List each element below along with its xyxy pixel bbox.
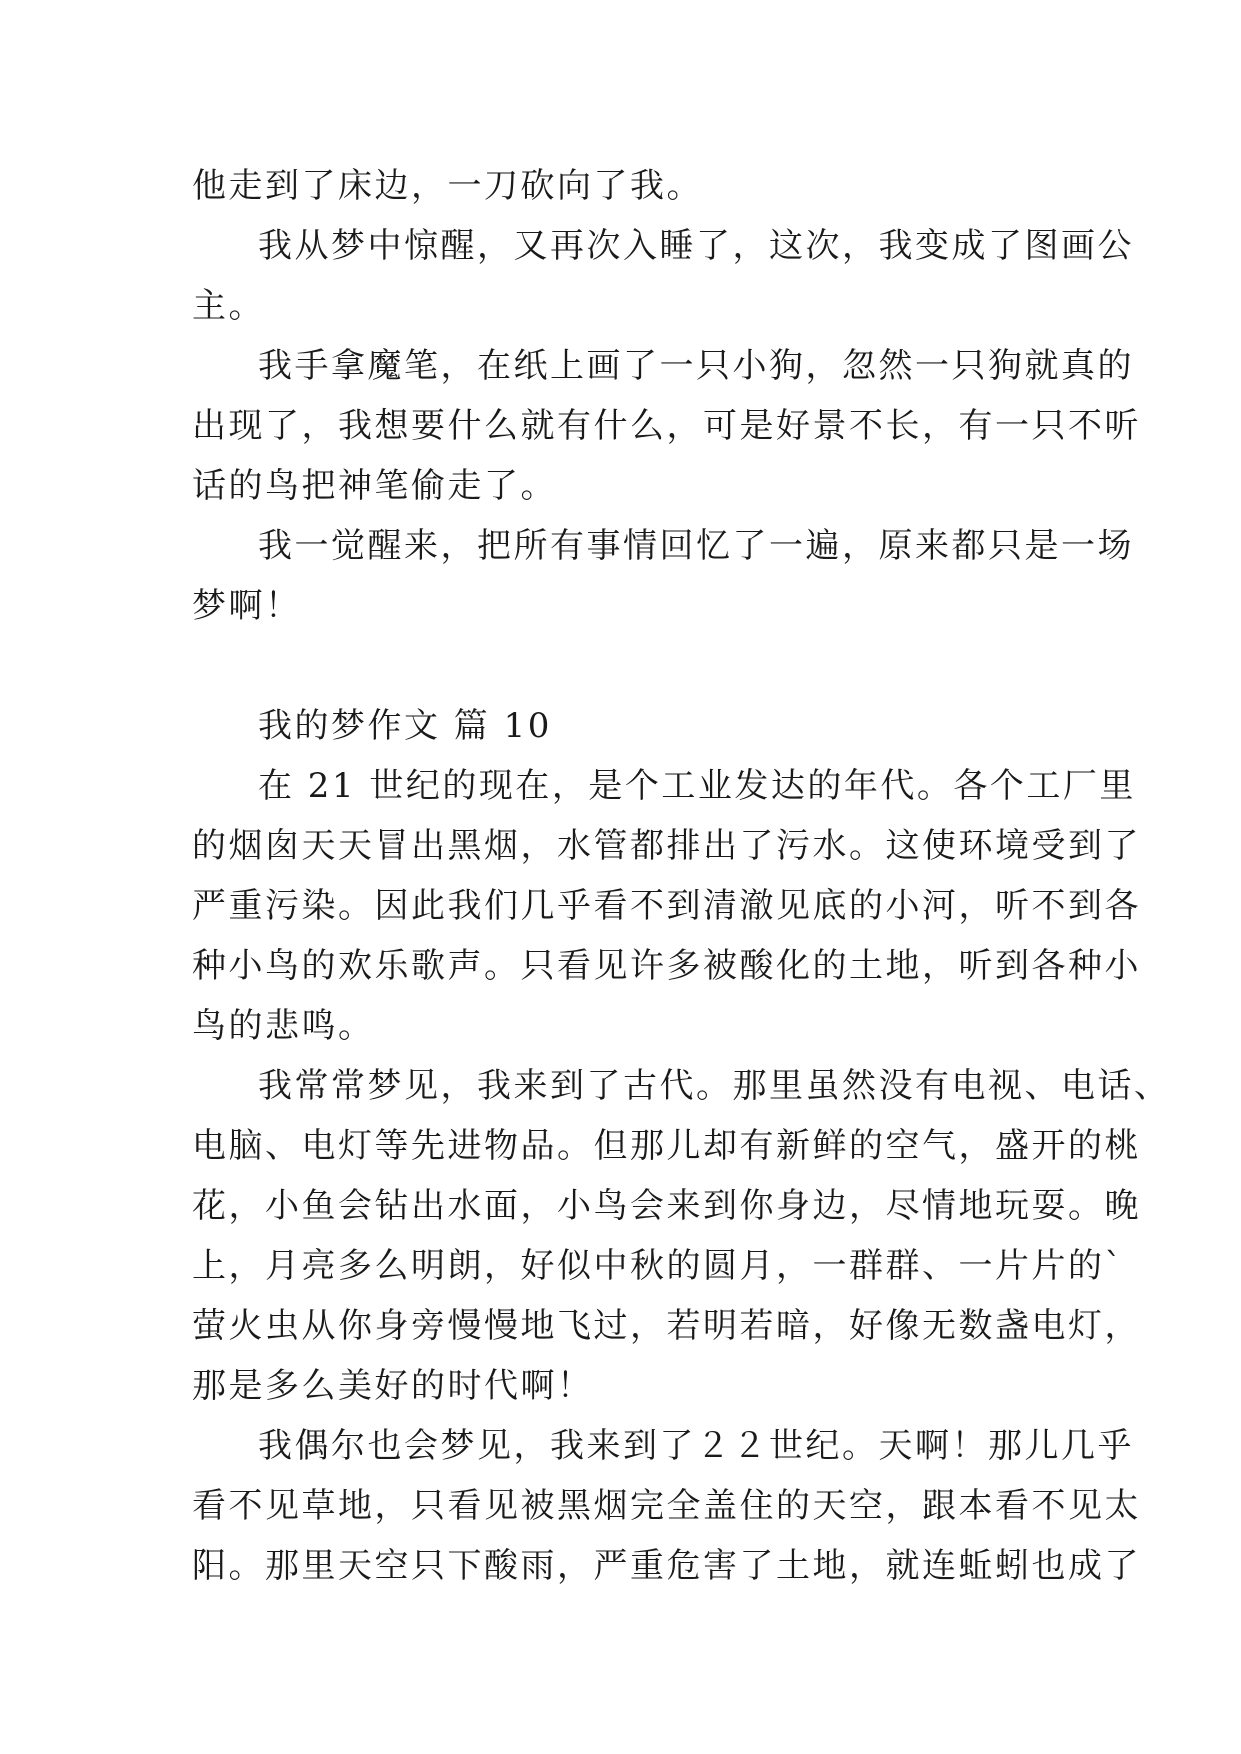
text-line: 那是多么美好的时代啊！ bbox=[192, 1366, 594, 1406]
paragraph-start: 我一觉醒来，把所有事情回忆了一遍，原来都只是一场 bbox=[258, 526, 1134, 566]
paragraph-start: 在 21 世纪的现在，是个工业发达的年代。各个工厂里 bbox=[258, 766, 1136, 806]
text-line: 种小鸟的欢乐歌声。只看见许多被酸化的土地，听到各种小 bbox=[192, 946, 1141, 986]
text-line: 阳。那里天空只下酸雨，严重危害了土地，就连蚯蚓也成了 bbox=[192, 1546, 1141, 1586]
text-line: 电脑、电灯等先进物品。但那儿却有新鲜的空气，盛开的桃 bbox=[192, 1126, 1141, 1166]
section-heading: 我的梦作文 篇 10 bbox=[258, 706, 552, 746]
text-line: 的烟囱天天冒出黑烟，水管都排出了污水。这使环境受到了 bbox=[192, 826, 1141, 866]
text-line: 出现了，我想要什么就有什么，可是好景不长，有一只不听 bbox=[192, 406, 1141, 446]
text-line: 鸟的悲鸣。 bbox=[192, 1006, 375, 1046]
text-line: 梦啊！ bbox=[192, 586, 302, 626]
paragraph-start: 我手拿魔笔，在纸上画了一只小狗，忽然一只狗就真的 bbox=[258, 346, 1134, 386]
paragraph-start: 我从梦中惊醒，又再次入睡了，这次，我变成了图画公 bbox=[258, 226, 1134, 266]
text-line: 严重污染。因此我们几乎看不到清澈见底的小河，听不到各 bbox=[192, 886, 1141, 926]
text-line: 他走到了床边，一刀砍向了我。 bbox=[192, 166, 703, 206]
paragraph-start: 我偶尔也会梦见，我来到了２２世纪。天啊！那儿几乎 bbox=[258, 1426, 1134, 1466]
text-line: 主。 bbox=[192, 286, 265, 326]
paragraph-start: 我常常梦见，我来到了古代。那里虽然没有电视、电话、 bbox=[258, 1066, 1171, 1106]
text-line: 看不见草地，只看见被黑烟完全盖住的天空，跟本看不见太 bbox=[192, 1486, 1141, 1526]
text-line: 萤火虫从你身旁慢慢地飞过，若明若暗，好像无数盏电灯， bbox=[192, 1306, 1141, 1346]
text-line: 上，月亮多么明朗，好似中秋的圆月，一群群、一片片的` bbox=[192, 1246, 1124, 1286]
text-line: 花，小鱼会钻出水面，小鸟会来到你身边，尽情地玩耍。晚 bbox=[192, 1186, 1141, 1226]
text-line: 话的鸟把神笔偷走了。 bbox=[192, 466, 557, 506]
